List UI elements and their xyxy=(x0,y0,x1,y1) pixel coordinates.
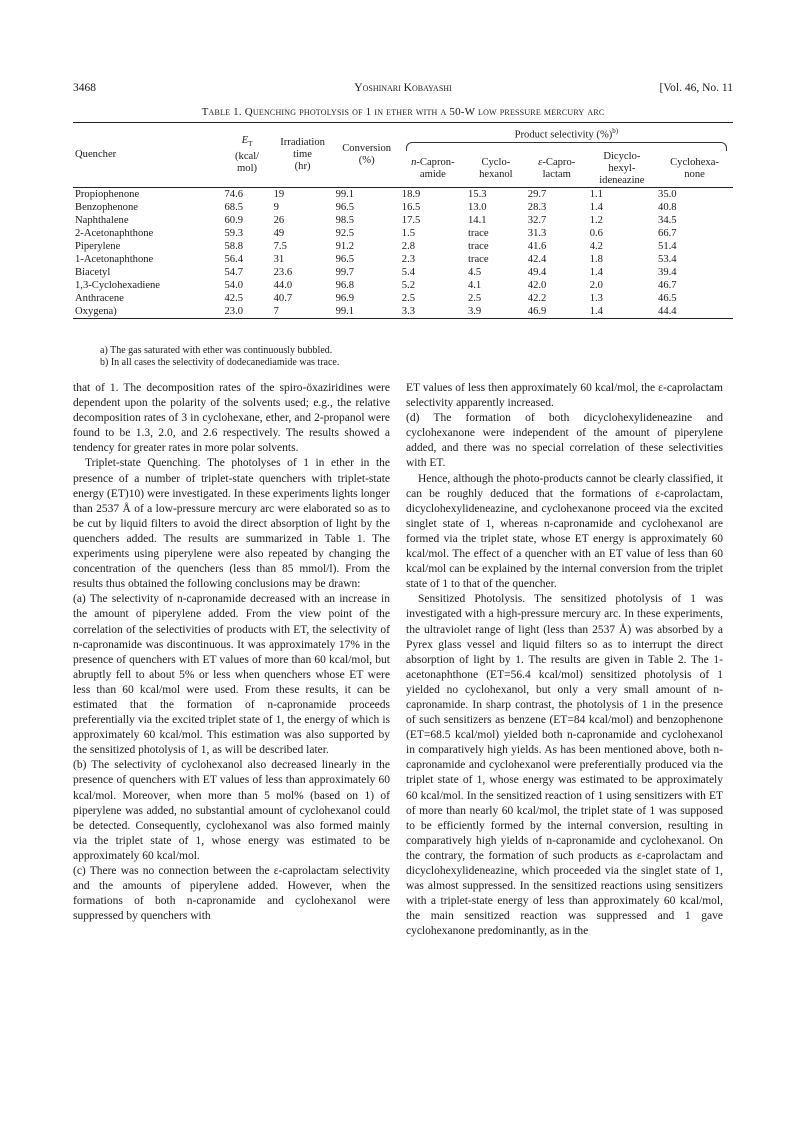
value-cell: 91.2 xyxy=(335,240,355,252)
value-cell: 46.5 xyxy=(658,292,677,304)
value-cell: 0.6 xyxy=(589,227,603,239)
quencher-cell: 1-Acetonaphthone xyxy=(75,253,154,265)
value-cell: 96.9 xyxy=(335,292,355,304)
value-cell: 31 xyxy=(273,253,285,265)
value-cell: 18.9 xyxy=(400,188,466,202)
value-cell: 3.9 xyxy=(466,305,526,319)
value-cell: 53.4 xyxy=(658,253,677,265)
value-cell: trace xyxy=(467,227,489,239)
value-cell: 23.6 xyxy=(273,266,293,278)
value-cell: 7 xyxy=(272,305,334,319)
paragraph: (c) There was no connection between the ε-caprolactam selectivity and the amounts of piperylene added. However, when the formations of both n-capronamide and cyclohexanol were suppressed by quenchers with xyxy=(73,865,390,923)
value-cell: 26 xyxy=(273,214,285,226)
value-cell: 39.4 xyxy=(658,266,677,278)
table-row xyxy=(73,201,733,214)
value-cell: 92.5 xyxy=(335,227,355,239)
quencher-cell: Oxygena) xyxy=(73,305,223,319)
running-header xyxy=(73,82,733,96)
value-cell: 9 xyxy=(273,201,279,213)
value-cell: 99.1 xyxy=(334,305,400,319)
value-cell: 54.7 xyxy=(224,266,244,278)
value-cell: 96.8 xyxy=(335,279,355,291)
value-cell: 42.5 xyxy=(224,292,244,304)
value-cell: 42.0 xyxy=(527,279,547,291)
paragraph: Sensitized Photolysis. The sensitized photolysis of 1 was investigated with a high-pressure mercury arc. In these experiments, the ultraviolet range of light (less than 2537 Å) was absorbed by a Pyrex glass vessel and liquid filters so as to interrupt the direct absorption of light by 1. The results are given in Table 2. The 1-acetonaphthone (ET=56.4 kcal/mol) sensitized photolysis of 1 yielded no cyclohexanol, but only a very small amount of n-capronamide. In sharp contrast, the photolysis of 1 in the presence of such sensitizers as benzene (ET=84 kcal/mol) and benzophenone (ET=68.5 kcal/mol) yielded both n-capronamide and cyclohexanol in comparatively high yields. As has been mentioned above, both n-capronamide and cyclohexanol were preferentially produced via the triplet state of 1, whose energy was estimated to be approximately 60 kcal/mol. In the sensitized reaction of 1 using sensitizers with ET of more than nearly 60 kcal/mol, the triplet state of 1 was supposed to be efficiently formed by the internal conversion, resulting in comparatively high yields of n-capronamide and cyclohexanol. On the contrary, the formation of such products as ε-caprolactam and dicyclohexylideneazine, which proceeded via the singlet state of 1, was almost suppressed. In the sensitized reactions using sensitizers with a triplet-state energy of less than approximately 60 kcal/mol, the main sensitized reaction was suppressed and 1 gave cyclohexanone predominantly, as in the xyxy=(406,593,723,938)
value-cell: 54.0 xyxy=(224,279,244,291)
value-cell: 3.3 xyxy=(400,305,466,319)
table-row xyxy=(73,266,733,279)
value-cell: 16.5 xyxy=(401,201,421,213)
table-row xyxy=(73,253,733,266)
table-row xyxy=(73,188,733,202)
value-cell: 51.4 xyxy=(658,240,677,252)
value-cell: 56.4 xyxy=(224,253,244,265)
value-cell: 2.3 xyxy=(401,253,416,265)
value-cell: 4.2 xyxy=(589,240,603,252)
paragraph: (a) The selectivity of n-capronamide decreased with an increase in the amount of piperylene added. From the view point of the correlation of the selectivities of products with ET, the selectivity of n-capronamide was discontinuous. It was approximately 17% in the presence of quenchers with ET values of more than 60 kcal/mol, but abruptly fell to about 5% or less when quenchers whose ET were less than 60 kcal/mol were used. From these results, it can be estimated that the formation of n-capronamide proceeds preferentially via the excited triplet state of 1, the energy of which is approximately 60 kcal/mol. This estimation was also supported by the sensitized photolysis of 1, as will be described later. xyxy=(73,593,390,757)
col-header-cyclohexanol: Cyclo- hexanol xyxy=(466,151,526,188)
left-text-column xyxy=(73,381,390,924)
value-cell: 96.5 xyxy=(335,201,355,213)
value-cell: 1.5 xyxy=(401,227,416,239)
table-1 xyxy=(73,122,733,319)
value-cell: 59.3 xyxy=(224,227,244,239)
col-header-quencher: Quencher xyxy=(73,123,223,188)
quencher-cell: Piperylene xyxy=(75,240,121,252)
col-header-conversion: Conversion (%) xyxy=(334,123,400,188)
quencher-cell: 2-Acetonaphthone xyxy=(75,227,154,239)
table-row xyxy=(73,214,733,227)
value-cell: 5.4 xyxy=(401,266,416,278)
paragraph: (d) The formation of both dicyclohexylideneazine and cyclohexanone were independent of the amount of piperylene added, and there was no special correlation of these selectivities with ET. xyxy=(406,412,723,470)
value-cell: 44.4 xyxy=(656,305,733,319)
value-cell: 35.0 xyxy=(656,188,733,202)
value-cell: 68.5 xyxy=(224,201,244,213)
table-body xyxy=(73,188,733,319)
value-cell: 7.5 xyxy=(273,240,287,252)
col-header-capronamide: n-Capron- amide xyxy=(400,151,466,188)
col-header-dicyclohexylideneazine: Dicyclo- hexyl- ideneazine xyxy=(588,151,656,188)
table-caption: Table 1. Quenching photolysis of 1 in ether with a 50-W low pressure mercury arc xyxy=(201,106,605,118)
value-cell: 1.4 xyxy=(589,266,603,278)
value-cell: 42.4 xyxy=(527,253,547,265)
col-header-irradiation: Irradiation time (hr) xyxy=(272,123,334,188)
value-cell: 28.3 xyxy=(527,201,547,213)
value-cell: 13.0 xyxy=(467,201,487,213)
value-cell: 46.9 xyxy=(526,305,588,319)
col-header-cyclohexanone: Cyclohexa- none xyxy=(656,151,733,188)
value-cell: 74.6 xyxy=(223,188,272,202)
paragraph: (b) The selectivity of cyclohexanol also decreased linearly in the presence of quenchers with ET values of less than approximately 60 kcal/mol. Moreover, when more than 5 mol% (based on 1) of piperylene was added, no substantial amount of cyclohexanol could be detected. Consequently, cyclohexanol was also formed mainly via the triplet state of 1, whose energy was estimated to be approximately 60 kcal/mol. xyxy=(73,759,390,862)
value-cell: 2.5 xyxy=(467,292,482,304)
table-row xyxy=(73,292,733,305)
table-row xyxy=(73,305,733,319)
col-header-product-selectivity: Product selectivity (%)$^{b)}$ xyxy=(400,123,733,142)
value-cell: 40.7 xyxy=(273,292,293,304)
table-row xyxy=(73,227,733,240)
quencher-cell: Propiophenone xyxy=(73,188,223,202)
value-cell: 41.6 xyxy=(527,240,547,252)
value-cell: 32.7 xyxy=(527,214,547,226)
col-header-et: $E_T$ (kcal/ mol) xyxy=(223,123,272,188)
volume-info: [Vol. 46, No. 11 xyxy=(659,82,733,94)
value-cell: trace xyxy=(467,240,489,252)
quencher-cell: 1,3-Cyclohexadiene xyxy=(75,279,161,291)
quencher-cell: Anthracene xyxy=(75,292,124,304)
value-cell: 2.8 xyxy=(401,240,416,252)
value-cell: 1.4 xyxy=(588,305,656,319)
value-cell: trace xyxy=(467,253,489,265)
paragraph: Triplet-state Quenching. The photolyses of 1 in ether in the presence of a number of triplet-state quenchers with triplet-state energy (ET)10) were investigated. In these experiments lights longer than 2537 Å of a low-pressure mercury arc were elaborated so as to be cut by liquid filters to avoid the direct absorption of light by the quenchers added. The results are summarized in Table 1. The experiments using piperylene were also repeated by changing the concentration of the quenchers (less than 85 mmol/l). From the results thus obtained the following conclusions may be drawn: xyxy=(73,457,390,591)
value-cell: 58.8 xyxy=(224,240,244,252)
paragraph: ET values of less then approximately 60 kcal/mol, the ε-caprolactam selectivity apparently increased. xyxy=(406,382,723,410)
value-cell: 66.7 xyxy=(658,227,677,239)
table-note-a: a) The gas saturated with ether was continuously bubbled. xyxy=(100,345,333,356)
value-cell: 2.0 xyxy=(589,279,603,291)
value-cell: 40.8 xyxy=(658,201,677,213)
value-cell: 99.1 xyxy=(334,188,400,202)
value-cell: 5.2 xyxy=(401,279,416,291)
value-cell: 49 xyxy=(273,227,285,239)
quencher-cell: Naphthalene xyxy=(75,214,129,226)
value-cell: 98.5 xyxy=(335,214,355,226)
value-cell: 2.5 xyxy=(401,292,416,304)
value-cell: 1.4 xyxy=(589,201,603,213)
value-cell: 1.2 xyxy=(589,214,603,226)
value-cell: 4.5 xyxy=(467,266,482,278)
value-cell: 42.2 xyxy=(527,292,547,304)
value-cell: 96.5 xyxy=(335,253,355,265)
col-header-caprolactam: ε-Capro- lactam xyxy=(526,151,588,188)
value-cell: 31.3 xyxy=(527,227,547,239)
value-cell: 29.7 xyxy=(526,188,588,202)
value-cell: 99.7 xyxy=(335,266,355,278)
table-notes xyxy=(100,345,339,369)
value-cell: 23.0 xyxy=(223,305,272,319)
right-text-column xyxy=(406,381,723,939)
value-cell: 34.5 xyxy=(658,214,677,226)
table-note-b: b) In all cases the selectivity of dodecanediamide was trace. xyxy=(100,357,340,368)
value-cell: 1.8 xyxy=(589,253,603,265)
value-cell: 60.9 xyxy=(224,214,244,226)
value-cell: 4.1 xyxy=(467,279,482,291)
paragraph: that of 1. The decomposition rates of the spiro-öxaziridines were dependent upon the polarity of the solvents used; e.g., the relative decomposition rates of 3 in cyclohexane, ether, and 2-propanol were found to be 1.3, 2.0, and 2.6 respectively. The results showed a tendency for greater rates in more polar solvents. xyxy=(73,382,390,455)
value-cell: 14.1 xyxy=(467,214,487,226)
value-cell: 49.4 xyxy=(527,266,547,278)
paragraph: Hence, although the photo-products cannot be clearly classified, it can be roughly deduced that the formations of ε-caprolactam, dicyclohexylideneazine, and cyclohexanone proceed via the excited singlet state of 1, whereas n-capronamide and cyclohexanol are formed via the triplet state, whose ET energy is approximately 60 kcal/mol. The effect of a quencher with an ET value of less than 60 kcal/mol can be explained by the internal conversion from the triplet state of 1 to that of the quencher. xyxy=(406,472,723,591)
table-row xyxy=(73,279,733,292)
value-cell: 46.7 xyxy=(658,279,677,291)
value-cell: 1.1 xyxy=(588,188,656,202)
page-number: 3468 xyxy=(73,82,96,94)
value-cell: 19 xyxy=(272,188,334,202)
quencher-cell: Biacetyl xyxy=(75,266,111,278)
selectivity-brace xyxy=(400,142,733,151)
running-author: Yoshinari Kobayashi xyxy=(354,82,452,94)
value-cell: 44.0 xyxy=(273,279,293,291)
quencher-cell: Benzophenone xyxy=(75,201,138,213)
table-row xyxy=(73,240,733,253)
value-cell: 17.5 xyxy=(401,214,421,226)
value-cell: 1.3 xyxy=(589,292,603,304)
value-cell: 15.3 xyxy=(466,188,526,202)
